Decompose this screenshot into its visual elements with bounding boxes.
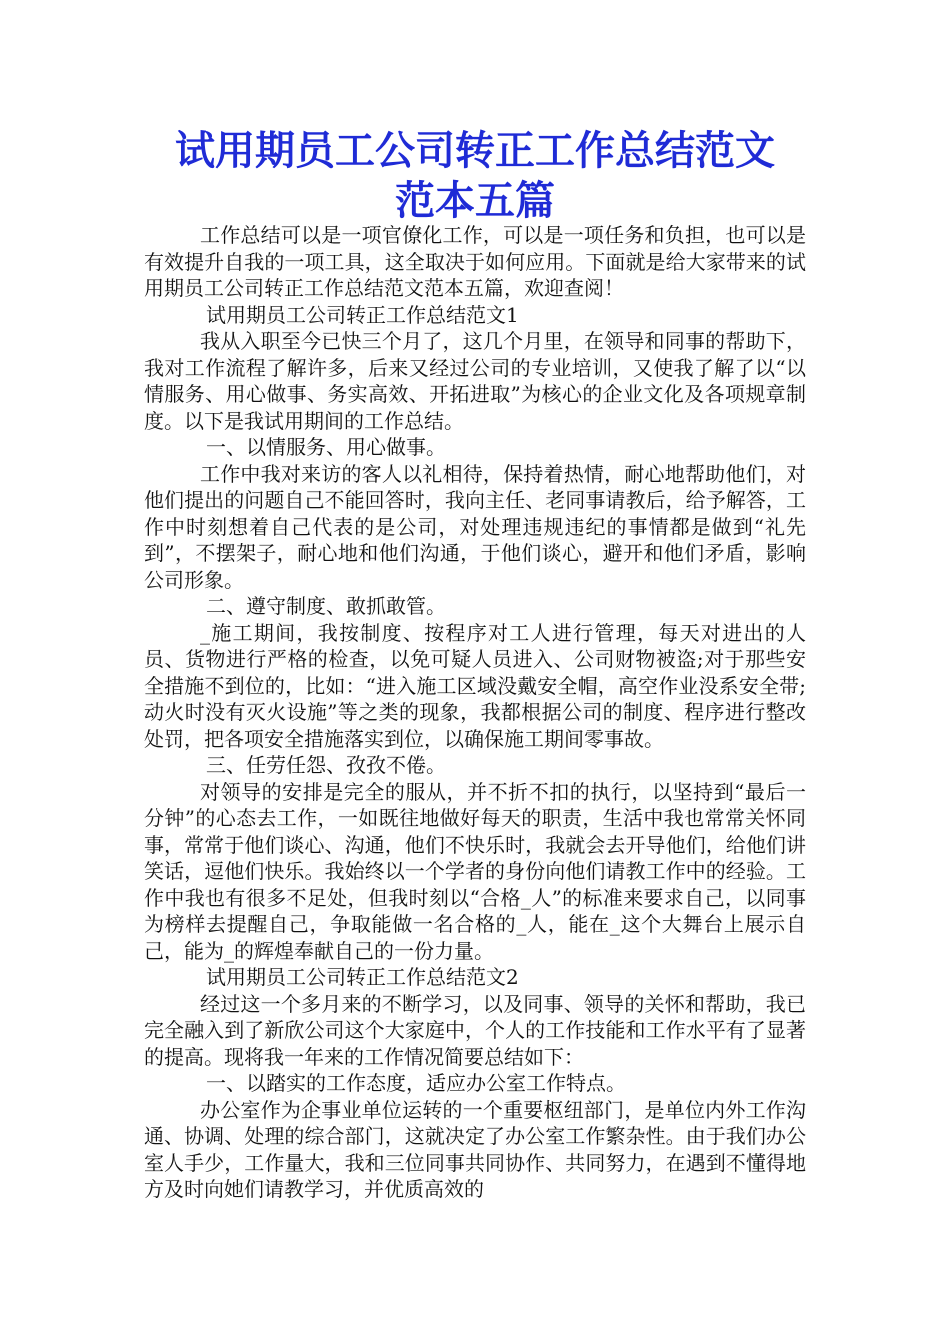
body-paragraph: 经过这一个多月来的不断学习，以及同事、领导的关怀和帮助，我已完全融入到了新欣公司这个大家庭中，个人的工作技能和工作水平有了显著的提高。现将我一年来的工作情况简要总结如下：: [144, 991, 806, 1069]
document-title-line-2: 范本五篇: [395, 177, 555, 224]
body-paragraph: 工作中我对来访的客人以礼相待，保持着热情，耐心地帮助他们，对他们提出的问题自己不能回答时，我向主任、老同事请教后，给予解答，工作中时刻想着自己代表的是公司，对处理违规违纪的事情都是做到“礼先到”，不摆架子，耐心地和他们沟通，于他们谈心，避开和他们矛盾，影响公司形象。: [144, 461, 806, 592]
subsection-heading: 一、以情服务、用心做事。: [206, 435, 446, 459]
body-paragraph: _施工期间，我按制度、按程序对工人进行管理，每天对进出的人员、货物进行严格的检查，以免可疑人员进入、公司财物被盗;对于那些安全措施不到位的，比如：“进入施工区域没戴安全帽，高空作业没系安全带;动火时没有灭火设施”等之类的现象，我都根据公司的制度、程序进行整改处罚，把各项安全措施落实到位，以确保施工期间零事故。: [144, 620, 806, 751]
section-heading-1: 试用期员工公司转正工作总结范文1: [206, 302, 519, 327]
subsection-heading: 二、遵守制度、敢抓敢管。: [206, 594, 446, 618]
body-paragraph: 办公室作为企事业单位运转的一个重要枢纽部门，是单位内外工作沟通、协调、处理的综合部门，这就决定了办公室工作繁杂性。由于我们办公室人手少，工作量大，我和三位同事共同协作、共同努力，在遇到不懂得地方及时向她们请教学习，并优质高效的: [144, 1097, 806, 1201]
body-paragraph: 对领导的安排是完全的服从，并不折不扣的执行，以坚持到“最后一分钟”的心态去工作，一如既往地做好每天的职责，生活中我也常常关怀同事，常常于他们谈心、沟通，他们不快乐时，我就会去开导他们，给他们讲笑话，逗他们快乐。我始终以一个学者的身份向他们请教工作中的经验。工作中我也有很多不足处，但我时刻以“合格_人”的标准来要求自己，以同事为榜样去提醒自己，争取能做一名合格的_人，能在_这个大舞台上展示自己，能为_的辉煌奉献自己的一份力量。: [144, 779, 806, 963]
body-paragraph: 我从入职至今已快三个月了，这几个月里，在领导和同事的帮助下，我对工作流程了解许多，后来又经过公司的专业培训，又使我了解了以“以情服务、用心做事、务实高效、开拓进取”为核心的企业文化及各项规章制度。以下是我试用期间的工作总结。: [144, 329, 806, 433]
section-heading-2: 试用期员工公司转正工作总结范文2: [206, 965, 519, 989]
document-title-line-1: 试用期员工公司转正工作总结范文: [175, 127, 775, 174]
intro-paragraph: 工作总结可以是一项官僚化工作，可以是一项任务和负担，也可以是有效提升自我的一项工具，这全取决于如何应用。下面就是给大家带来的试用期员工公司转正工作总结范文范本五篇，欢迎查阅！: [144, 223, 806, 300]
document-body: [144, 222, 806, 1203]
subsection-heading: 三、任劳任怨、孜孜不倦。: [206, 753, 446, 777]
subsection-heading: 一、以踏实的工作态度，适应办公室工作特点。: [206, 1071, 626, 1095]
